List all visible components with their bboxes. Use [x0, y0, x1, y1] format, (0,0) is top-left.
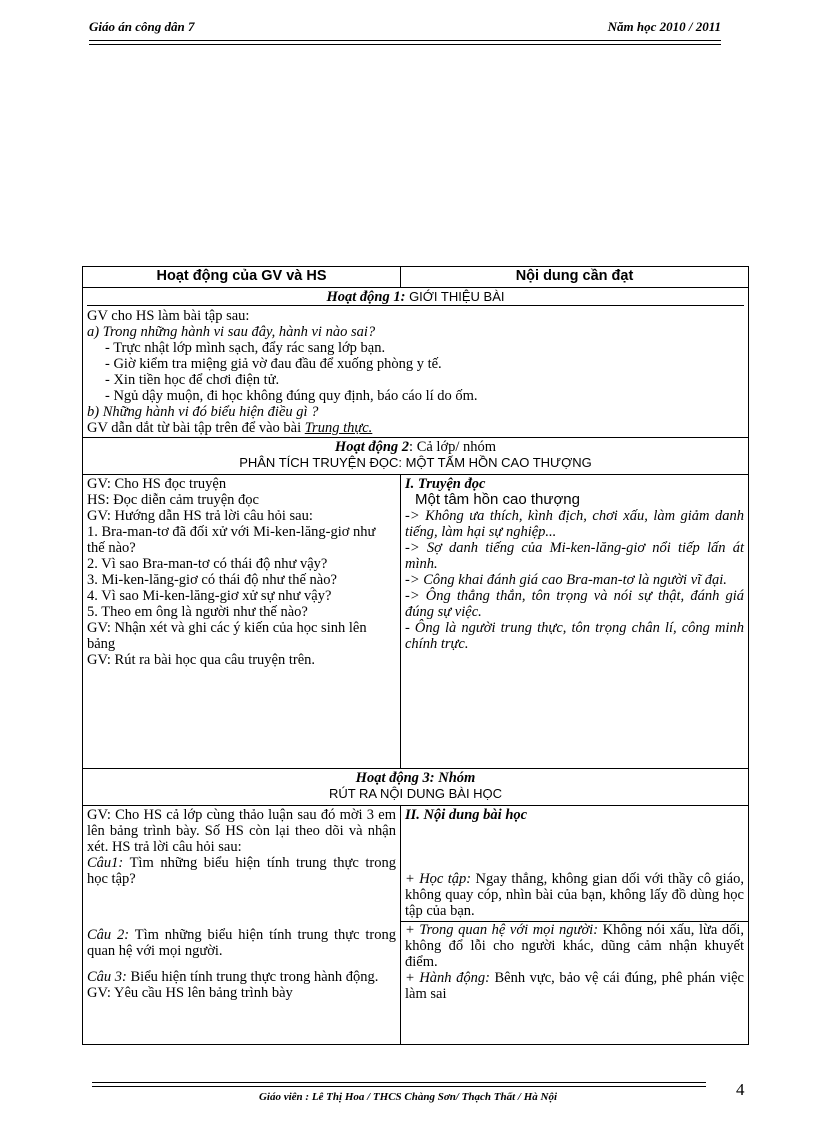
header-school-year: Năm học 2010 / 2011	[607, 19, 721, 34]
activity-1-line: a) Trong những hành vi sau đây, hành vi nào sai?	[87, 324, 376, 340]
activity-3-right: II. Nội dung bài học + Học tập: Ngay thẳng, không gian dối với thầy cô giáo, không quay cóp, nhìn bài của bạn, không lấy đồ dùng học tập của bạn. + Trong quan hệ với mọi người: Không nói xấu, lừa dối, không đổ lỗi cho người khác, dũng cảm nhận khuyết điểm. + Hành động: Bênh vực, bảo vệ cái đúng, phê phán việc làm sai	[401, 806, 749, 1045]
footer-teacher: Giáo viên : Lê Thị Hoa / THCS Chàng Sơn/ Thạch Thất / Hà Nội	[258, 1091, 558, 1103]
activity-1-line: - Giờ kiểm tra miệng giả vờ đau đầu để xuống phòng y tế.	[105, 356, 442, 372]
activity-1-line: - Trực nhật lớp mình sạch, đẩy rác sang lớp bạn.	[105, 340, 386, 356]
activity-2-left: GV: Cho HS đọc truyện HS: Đọc diễn cảm truyện đọc GV: Hướng dẫn HS trả lời câu hỏi sau: 1. Bra-man-tơ đã đối xử với Mi-ken-lăng-giơ như thế nào? 2. Vì sao Bra-man-tơ có thái độ như vậy? 3. Mi-ken-lăng-giơ có thái độ như thế nào? 4. Vì sao Mi-ken-lăng-giơ xử sự như vậy? 5. Theo em ông là người như thế nào? GV: Nhận xét và ghi các ý kiến của học sinh lên bảng GV: Rút ra bài học qua câu truyện trên.	[83, 475, 401, 769]
activity-1-line: GV dẫn dắt từ bài tập trên để vào bài Trung thực.	[87, 420, 373, 436]
header-subject: Giáo án công dân 7	[89, 19, 195, 34]
lesson-table	[82, 266, 749, 1045]
activity-1-heading: Hoạt động 1: GIỚI THIỆU BÀI	[87, 289, 744, 306]
column-header-right: Nội dung cần đạt	[401, 267, 749, 288]
activity-1-line: - Xin tiền học để chơi điện tử.	[105, 372, 280, 388]
footer-divider	[92, 1082, 706, 1087]
activity-1-cell	[83, 288, 749, 438]
activity-1-line: - Ngủ dậy muộn, đi học không đúng quy định, báo cáo lí do ốm.	[105, 388, 478, 404]
column-header-left: Hoạt động của GV và HS	[83, 267, 401, 288]
content-study: + Học tập: Ngay thẳng, không gian dối với thầy cô giáo, không quay cóp, nhìn bài của bạn, không lấy đồ dùng học tập của bạn.	[405, 871, 744, 919]
activity-1-line: GV cho HS làm bài tập sau:	[87, 308, 250, 324]
activity-3-left: GV: Cho HS cả lớp cùng thảo luận sau đó mời 3 em lên bảng trình bày. Số HS còn lại theo dõi và nhận xét. HS trả lời câu hỏi sau: Câu1: Tìm những biểu hiện tính trung thực trong học tập? Câu 2: Tìm những biểu hiện tính trung thực trong quan hệ với mọi người. Câu 3: Biểu hiện tính trung thực trong hành động. GV: Yêu cầu HS lên bảng trình bày	[83, 806, 401, 1045]
activity-2-right: I. Truyện đọc Một tâm hồn cao thượng -> Không ưa thích, kình địch, chơi xấu, làm giảm danh tiếng, làm hại sự nghiệp... -> Sợ danh tiếng của Mi-ken-lăng-giơ nổi tiếp lấn át mình. -> Công khai đánh giá cao Bra-man-tơ là người vĩ đại. -> Ông thẳng thắn, tôn trọng và nói sự thật, đánh giá đúng sự việc. - Ông là người trung thực, tôn trọng chân lí, công minh chính trực.	[401, 475, 749, 769]
page-number: 4	[736, 1080, 745, 1099]
header-divider	[89, 40, 721, 45]
page-header	[89, 19, 721, 37]
activity-3-heading: Hoạt động 3: Nhóm RÚT RA NỘI DUNG BÀI HỌC	[83, 769, 749, 806]
activity-2-heading: Hoạt động 2: Cả lớp/ nhóm PHÂN TÍCH TRUYỆN ĐỌC: MỘT TẤM HỒN CAO THƯỢNG	[83, 438, 749, 475]
activity-1-line: b) Những hành vi đó biểu hiện điều gì ?	[87, 404, 319, 420]
